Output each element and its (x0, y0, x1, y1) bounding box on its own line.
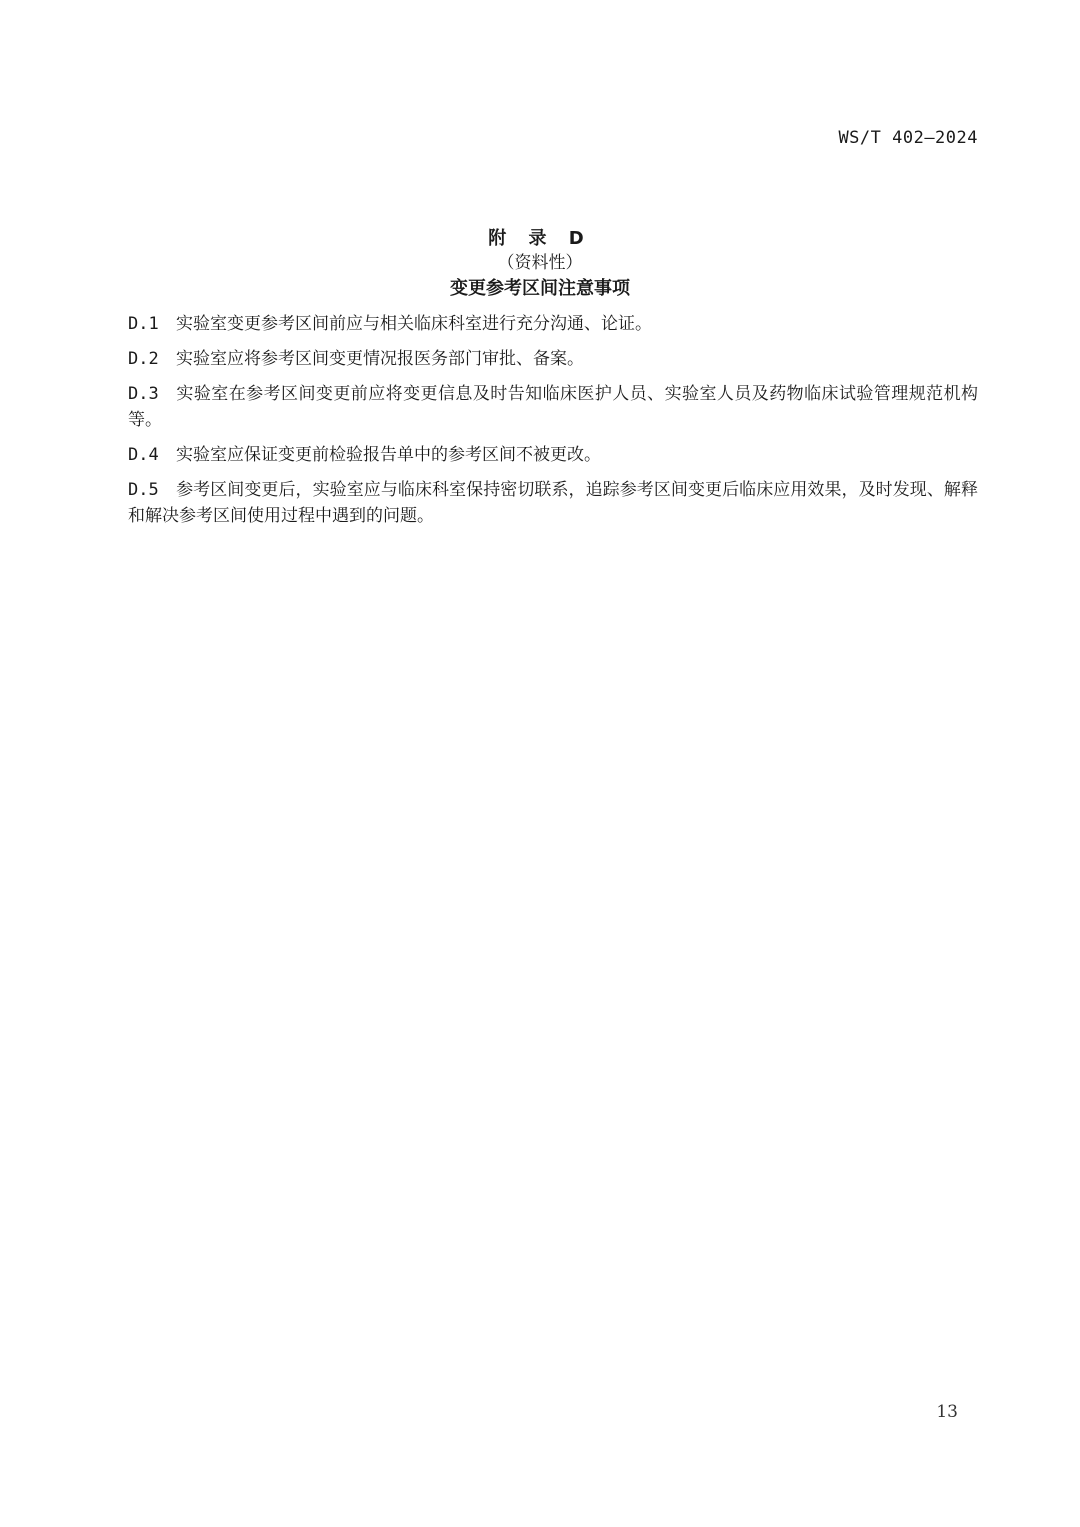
clause-list (128, 311, 978, 538)
annex-heading (0, 226, 1080, 301)
clause-d4 (128, 442, 978, 468)
clause-text: 实验室应保证变更前检验报告单中的参考区间不被更改。 (176, 445, 601, 465)
annex-type: （资料性） (497, 253, 583, 273)
clause-number: D.5 (128, 480, 159, 500)
clause-number: D.3 (128, 384, 159, 404)
clause-d3 (128, 381, 978, 433)
clause-d2 (128, 346, 978, 372)
clause-number: D.2 (128, 349, 159, 369)
clause-number: D.4 (128, 445, 159, 465)
clause-number: D.1 (128, 314, 159, 334)
annex-title: 变更参考区间注意事项 (450, 278, 630, 299)
standard-code: WS/T 402—2024 (838, 128, 978, 148)
page-number: 13 (936, 1402, 958, 1422)
clause-text: 实验室变更参考区间前应与相关临床科室进行充分沟通、论证。 (176, 314, 652, 334)
clause-text: 实验室应将参考区间变更情况报医务部门审批、备案。 (176, 349, 584, 369)
annex-label: 附 录 D (488, 228, 592, 249)
clause-text: 参考区间变更后，实验室应与临床科室保持密切联系，追踪参考区间变更后临床应用效果，及时发现、解释和解决参考区间使用过程中遇到的问题。 (128, 480, 978, 526)
clause-d1 (128, 311, 978, 337)
clause-text: 实验室在参考区间变更前应将变更信息及时告知临床医护人员、实验室人员及药物临床试验管理规范机构等。 (128, 384, 978, 430)
clause-d5 (128, 477, 978, 529)
